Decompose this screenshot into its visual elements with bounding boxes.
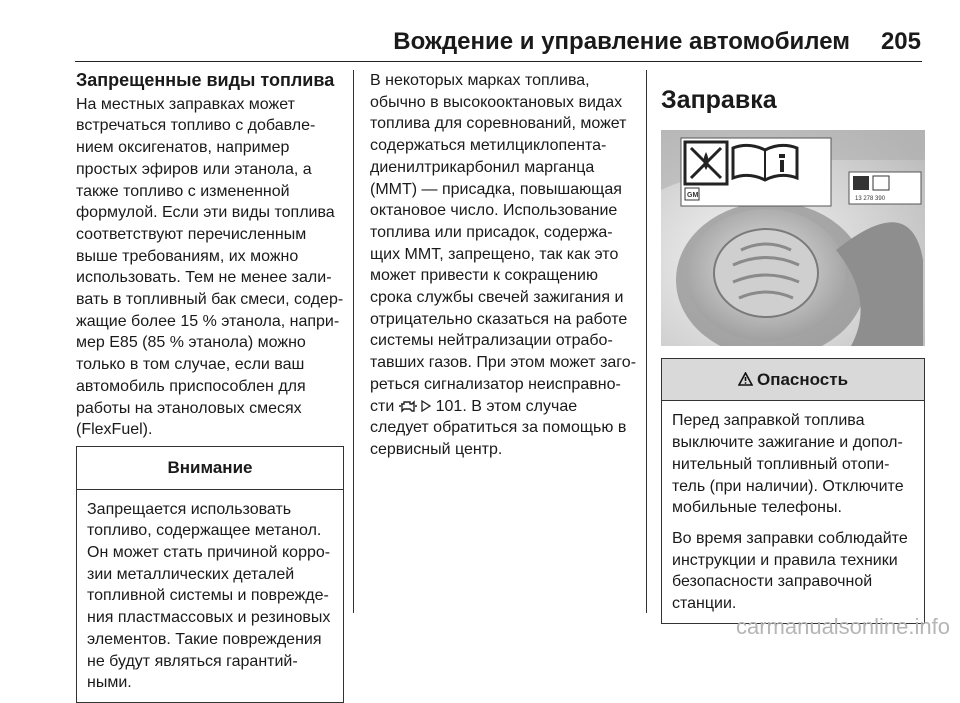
warning-triangle-icon [738,369,753,391]
notice-box-body [77,490,343,702]
notice-box [76,446,344,703]
body-paragraph-mmt [370,70,636,461]
danger-text-1: Перед заправкой топлива выключите зажигание и дополнительный топливный отопитель (при наличии). Отключите мобильные телефоны. [672,412,904,517]
column-2 [370,70,636,461]
page-number: 205 [880,28,921,55]
body-paragraph: На местных заправках может встречаться топливо с добавлением оксигенатов, например простых эфиров или этанола, а также топливо с измененной формулой. Если эти виды топлива соответствуют перечисленным выше требованиям, их можно использовать. Тем не менее заливать в топливный бак смеси, содержащие более 15 % этанола, например E85 (85 % этанола) можно только в том случае, если ваш автомобиль приспособлен для работы на этаноловых смесях (FlexFuel). [76,95,344,439]
column-3 [661,70,925,624]
section-title-refueling: Заправка [661,86,777,114]
header-divider [75,61,922,62]
mmt-text-before: В некоторых марках топлива, обычно в высокооктановых видах топлива для соревнований, может содержаться метилциклопентадиенилтрикарбонил марганца (MMT) — присадка, повышающая октановое число. Использование топлива или присадок, содержащих MMT, запрещено, так как это может привести к сокращению срока службы свечей зажигания и отрицательно сказаться на работе системы нейтрализации отработавших газов. При этом может загореться сигнализатор неисправности [370,72,637,415]
danger-box-title: Опасность [756,369,849,389]
danger-box-header [662,359,924,402]
notice-text: Запрещается использовать топливо, содержащее метанол. Он может стать причиной коррозии металлических деталей топливной системы и повреждения пластмассовых и резиновых элементов. Такие повреждения не будут являться гарантийными. [87,500,331,692]
manual-book-icon [733,145,797,180]
column-divider [353,70,354,613]
section-title: Запрещенные виды топлива [76,70,335,90]
fuel-cap-photo [661,130,925,346]
watermark: carmanualsonline.info [735,614,950,639]
photo-label-code: 13 278 390 [855,195,886,202]
mmt-text-after: . В этом случае следует обратиться за помощью в сервисный центр. [370,397,627,458]
notice-box-title: Внимание [77,447,343,490]
danger-text-2: Во время заправки соблюдайте инструкции и правила техники безопасности заправочной станции. [672,529,908,613]
column-1 [76,70,344,703]
engine-warning-icon [399,398,417,415]
page-reference[interactable]: 101 [435,397,463,415]
danger-box-body [662,401,924,622]
danger-box [661,358,925,624]
column-divider [646,70,647,613]
gm-logo: GM [687,191,699,199]
page-title: Вождение и управление автомобилем [393,28,850,55]
page-ref-triangle-icon [421,398,431,415]
